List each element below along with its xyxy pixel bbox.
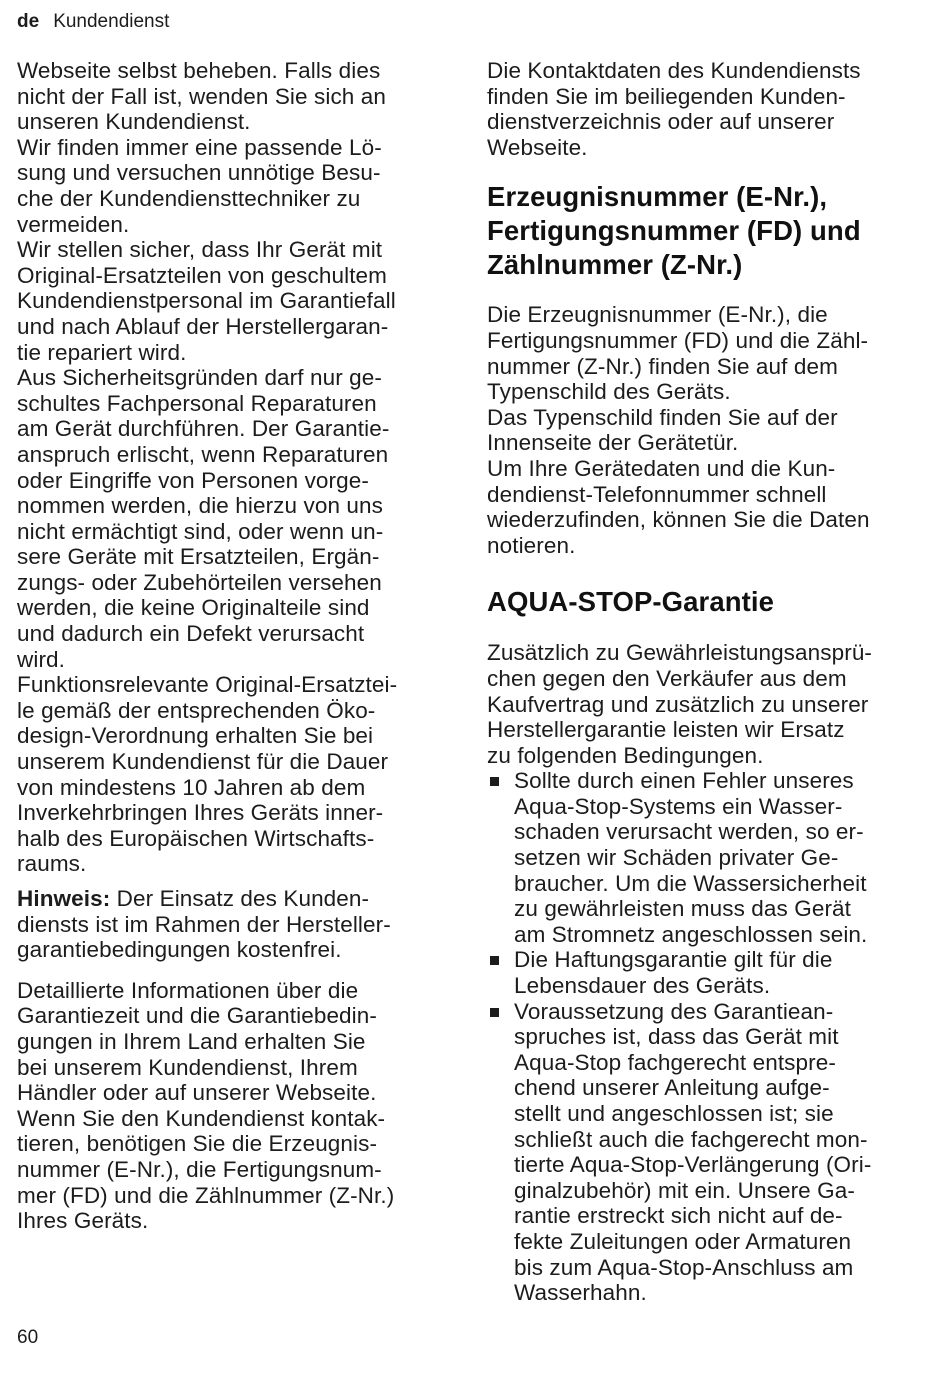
text-line: Herstellergarantie leisten wir Ersatz xyxy=(487,717,845,743)
text-line: che der Kundendiensttechniker zu xyxy=(17,185,361,211)
list-item xyxy=(487,768,927,947)
text-line: wird. xyxy=(17,646,66,672)
text-line: Detaillierte Informationen über die xyxy=(17,977,359,1003)
text-line: wiederzufinden, können Sie die Daten xyxy=(487,507,870,533)
text-line: Garantiezeit und die Garantiebedin- xyxy=(17,1003,377,1029)
text-line: Inverkehrbringen Ihres Geräts inner- xyxy=(17,800,384,826)
text-line: Zusätzlich zu Gewährleistungsansprü- xyxy=(487,640,873,666)
text-line: Lebensdauer des Geräts. xyxy=(514,973,771,999)
text-line: nummer (E-Nr.), die Fertigungsnum- xyxy=(17,1156,382,1182)
note-paragraph xyxy=(17,886,447,963)
text-line: mer (FD) und die Zählnummer (Z-Nr.) xyxy=(17,1182,395,1208)
text-line: Um Ihre Gerätedaten und die Kun- xyxy=(487,455,836,481)
paragraph xyxy=(17,58,447,135)
text-line: Aqua-Stop-Systems ein Wasser- xyxy=(514,793,843,819)
paragraph xyxy=(17,365,447,672)
text-line: dienstverzeichnis oder auf unserer xyxy=(487,109,835,135)
list-item xyxy=(487,999,927,1306)
text-line: nummer (Z-Nr.) finden Sie auf dem xyxy=(487,353,838,379)
text-line: Die Erzeugnisnummer (E-Nr.), die xyxy=(487,302,828,328)
text-line: bis zum Aqua-Stop-Anschluss am xyxy=(514,1254,854,1280)
bullet-square-icon xyxy=(490,777,499,786)
text-line: chen gegen den Verkäufer aus dem xyxy=(487,665,847,691)
text-line: von mindestens 10 Jahren ab dem xyxy=(17,774,366,800)
text-line: Aus Sicherheitsgründen darf nur ge- xyxy=(17,365,382,391)
text-line: und dadurch ein Defekt verursacht xyxy=(17,621,365,647)
text-line: braucher. Um die Wassersicherheit xyxy=(514,870,867,896)
text-line: Innenseite der Gerätetür. xyxy=(487,430,739,456)
text-line: schaden verursacht werden, so er- xyxy=(514,819,864,845)
text-line: Wasserhahn. xyxy=(514,1280,647,1306)
text-line: Original-Ersatzteilen von geschultem xyxy=(17,262,388,288)
text-line: Händler oder auf unserer Webseite. xyxy=(17,1080,377,1106)
text-line: zu folgenden Bedingungen. xyxy=(487,742,764,768)
text-line: tieren, benötigen Sie die Erzeugnis- xyxy=(17,1131,378,1157)
text-line: dendienst-Telefonnummer schnell xyxy=(487,481,827,507)
section-heading-aqua-stop: AQUA-STOP-Garantie xyxy=(487,586,775,618)
text-line: diensts ist im Rahmen der Hersteller- xyxy=(17,911,391,937)
right-column xyxy=(487,58,927,1306)
text-line: Sollte durch einen Fehler unseres xyxy=(514,768,854,794)
text-line: le gemäß der entsprechenden Öko- xyxy=(17,697,376,723)
text-line: setzen wir Schäden privater Ge- xyxy=(514,845,839,871)
paragraph xyxy=(17,978,447,1106)
text-line: tie repariert wird. xyxy=(17,339,187,365)
text-line: sere Geräte mit Ersatzteilen, Ergän- xyxy=(17,544,380,570)
text-line: finden Sie im beiliegenden Kunden- xyxy=(487,83,846,109)
paragraph xyxy=(17,1106,447,1234)
text-line: halb des Europäischen Wirtschafts- xyxy=(17,825,375,851)
note-text: Der Einsatz des Kunden- xyxy=(110,886,370,911)
text-line: unserem Kundendienst für die Dauer xyxy=(17,749,389,775)
text-line: zu gewährleisten muss das Gerät xyxy=(514,896,852,922)
text-line: Wenn Sie den Kundendienst kontak- xyxy=(17,1105,386,1131)
text-line: Funktionsrelevante Original-Ersatztei- xyxy=(17,672,398,698)
paragraph xyxy=(487,640,927,768)
paragraph xyxy=(487,405,927,456)
text-line: Wir stellen sicher, dass Ihr Gerät mit xyxy=(17,237,383,263)
text-line: bei unserem Kundendienst, Ihrem xyxy=(17,1054,358,1080)
text-line: Webseite. xyxy=(487,134,588,160)
text-line: am Stromnetz angeschlossen sein. xyxy=(514,921,868,947)
paragraph xyxy=(487,58,927,160)
text-line: Fertigungsnummer (FD) und die Zähl- xyxy=(487,327,869,353)
note-label: Hinweis: xyxy=(17,886,111,911)
language-code: de xyxy=(17,11,40,32)
paragraph xyxy=(17,237,447,365)
text-line: sung und versuchen unnötige Besu- xyxy=(17,160,381,186)
text-line: raums. xyxy=(17,851,87,877)
text-line: Webseite selbst beheben. Falls dies xyxy=(17,58,381,83)
list-item xyxy=(487,947,927,998)
text-line: Wir finden immer eine passende Lö- xyxy=(17,134,382,160)
text-line: Erzeugnisnummer (E-Nr.), xyxy=(487,181,828,213)
text-line: notieren. xyxy=(487,532,576,558)
text-line: werden, die keine Originalteile sind xyxy=(17,595,370,621)
text-line: anspruch erlischt, wenn Reparaturen xyxy=(17,441,389,467)
left-column xyxy=(17,58,447,1234)
text-line: am Gerät durchführen. Der Garantie- xyxy=(17,416,390,442)
text-line: tierte Aqua-Stop-Verlängerung (Ori- xyxy=(514,1152,872,1178)
paragraph xyxy=(17,672,447,877)
text-line: oder Eingriffe von Personen vorge- xyxy=(17,467,369,493)
paragraph xyxy=(487,302,927,404)
text-line: schultes Fachpersonal Reparaturen xyxy=(17,390,377,416)
bullet-square-icon xyxy=(490,956,499,965)
section-heading-numbers xyxy=(487,180,927,282)
text-line: gungen in Ihrem Land erhalten Sie xyxy=(17,1028,366,1054)
text-line: Kaufvertrag und zusätzlich zu unserer xyxy=(487,691,869,717)
text-line: Fertigungsnummer (FD) und xyxy=(487,215,861,247)
page-header xyxy=(17,10,169,34)
text-line: nicht der Fall ist, wenden Sie sich an xyxy=(17,83,386,109)
text-line: spruches ist, dass das Gerät mit xyxy=(514,1024,839,1050)
text-line: Ihres Geräts. xyxy=(17,1208,149,1234)
text-line: schließt auch die fachgerecht mon- xyxy=(514,1126,868,1152)
paragraph xyxy=(487,456,927,558)
text-line: fekte Zuleitungen oder Armaturen xyxy=(514,1228,852,1254)
section-title: Kundendienst xyxy=(53,11,170,32)
text-line: Die Kontaktdaten des Kundendiensts xyxy=(487,58,861,83)
text-line: Die Haftungsgarantie gilt für die xyxy=(514,947,833,973)
text-line: Kundendienstpersonal im Garantiefall xyxy=(17,288,396,314)
bullet-list xyxy=(487,768,927,1305)
text-line: design-Verordnung erhalten Sie bei xyxy=(17,723,374,749)
text-line: und nach Ablauf der Herstellergaran- xyxy=(17,313,389,339)
paragraph xyxy=(17,135,447,237)
text-line: unseren Kundendienst. xyxy=(17,109,251,135)
text-line: ginalzubehör) mit ein. Unsere Ga- xyxy=(514,1177,855,1203)
text-line: nommen werden, die hierzu von uns xyxy=(17,493,384,519)
text-line: Das Typenschild finden Sie auf der xyxy=(487,404,838,430)
text-line: stellt und angeschlossen ist; sie xyxy=(514,1101,834,1126)
text-line: zungs- oder Zubehörteilen versehen xyxy=(17,569,382,595)
text-line: rantie erstreckt sich nicht auf de- xyxy=(514,1203,843,1229)
text-line: vermeiden. xyxy=(17,211,130,237)
text-line: garantiebedingungen kostenfrei. xyxy=(17,937,342,963)
text-line: Aqua-Stop fachgerecht entspre- xyxy=(514,1049,836,1075)
text-line: chend unserer Anleitung aufge- xyxy=(514,1075,830,1101)
text-line: nicht ermächtigt sind, oder wenn un- xyxy=(17,518,384,544)
text-line: Zählnummer (Z-Nr.) xyxy=(487,249,743,281)
text-line: Voraussetzung des Garantiean- xyxy=(514,998,834,1024)
page-number: 60 xyxy=(17,1327,39,1348)
bullet-square-icon xyxy=(490,1008,499,1017)
text-line: Typenschild des Geräts. xyxy=(487,379,731,405)
